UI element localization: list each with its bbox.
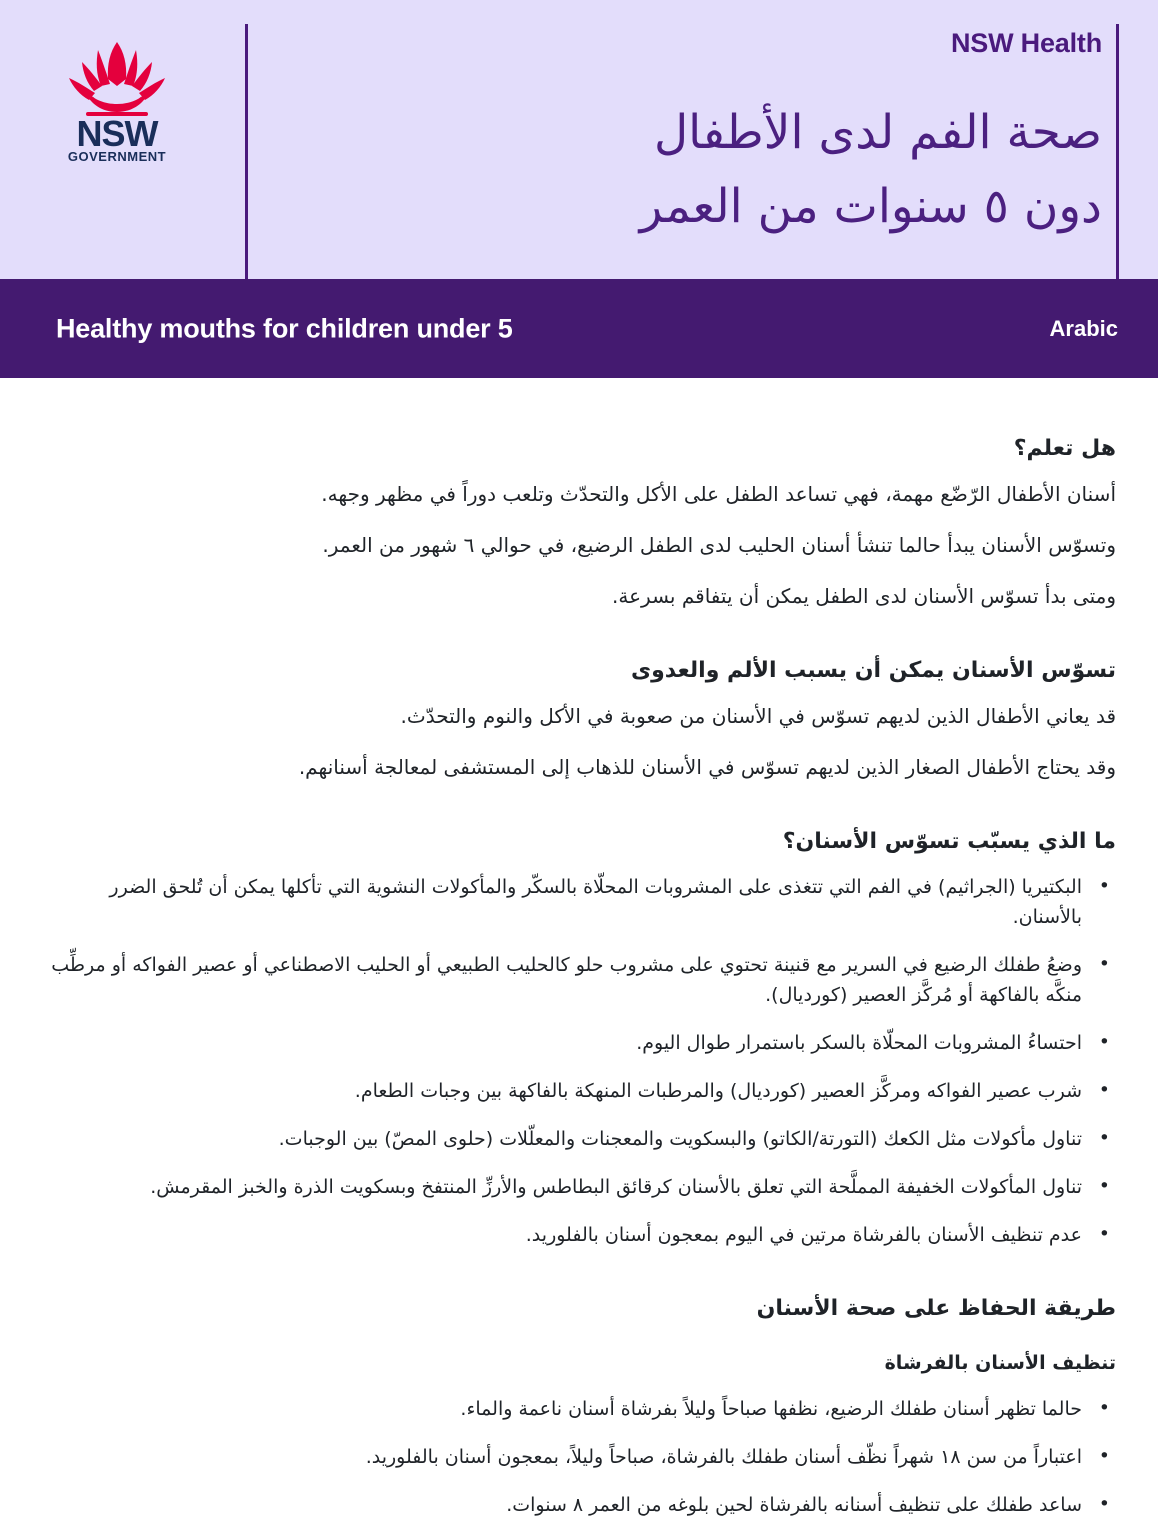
list-item: • البكتيريا (الجراثيم) في الفم التي تتغذى على المشروبات المحلّاة بالسكّر والمأكولات النشوية التي تأكلها يمكن أن تُلحق الضرر بالأسنان.	[42, 872, 1116, 932]
document-body	[0, 378, 1158, 1520]
list-item: • اعتباراً من سن ١٨ شهراً نظّف أسنان طفلك بالفرشاة، صباحاً وليلاً، بمعجون أسنان بالفلوريد.	[42, 1442, 1116, 1472]
section-heading-did-you-know: هل تعلم؟	[1013, 436, 1116, 461]
paragraph: قد يعاني الأطفال الذين لديهم تسوّس في الأسنان من صعوبة في الأكل والنوم والتحدّث.	[400, 704, 1116, 728]
section-heading-what-causes-decay: ما الذي يسبّب تسوّس الأسنان؟	[782, 829, 1116, 854]
list-item: • عدم تنظيف الأسنان بالفرشاة مرتين في اليوم بمعجون أسنان بالفلوريد.	[42, 1220, 1116, 1250]
list-item: • شرب عصير الفواكه ومركَّز العصير (كورديال) والمرطبات المنهكة بالفاكهة بين وجبات الطعام.	[42, 1076, 1116, 1106]
list-item: • تناول مأكولات مثل الكعك (التورتة/الكاتو) والبسكويت والمعجنات والمعلّلات (حلوى المصّ) بين الوجبات.	[42, 1124, 1116, 1154]
list-item: • احتساءُ المشروبات المحلّاة بالسكر باستمرار طوال اليوم.	[42, 1028, 1116, 1058]
language-label: Arabic	[1049, 315, 1118, 341]
page-title-line-2: دون ٥ سنوات من العمر	[639, 179, 1102, 235]
section-heading-how-to-keep-teeth-healthy: طريقة الحفاظ على صحة الأسنان	[756, 1296, 1116, 1322]
brushing-list	[42, 1394, 1116, 1520]
title-band	[0, 279, 1158, 378]
list-item: • تناول المأكولات الخفيفة المملَّحة التي تعلق بالأسنان كرقائق البطاطس والأرزِّ المنتفخ وبسكويت الذرة والخبز المقرمش.	[42, 1172, 1116, 1202]
list-item: • وضعُ طفلك الرضيع في السرير مع قنينة تحتوي على مشروب حلو كالحليب الطبيعي أو الحليب الاصطناعي أو عصير الفواكه أو مرطِّب منكَّه بالفاكهة أو مُركَّز العصير (كورديال).	[42, 950, 1116, 1010]
svg-text:GOVERNMENT: GOVERNMENT	[67, 149, 167, 164]
nsw-health-brand: NSW Health	[950, 28, 1102, 58]
paragraph: ومتى بدأ تسوّس الأسنان لدى الطفل يمكن أن يتفاقم بسرعة.	[612, 584, 1116, 608]
svg-text:NSW: NSW	[76, 113, 158, 154]
page-title-line-1: صحة الفم لدى الأطفال	[654, 105, 1102, 160]
paragraph: أسنان الأطفال الرّضّع مهمة، فهي تساعد الطفل على الأكل والتحدّث وتلعب دوراً في مظهر وجهه.	[321, 482, 1116, 506]
list-item: • ساعد طفلك على تنظيف أسنانه بالفرشاة لحين بلوغه من العمر ٨ سنوات.	[42, 1490, 1116, 1520]
english-title: Healthy mouths for children under 5	[56, 313, 513, 343]
section-heading-pain-infection: تسوّس الأسنان يمكن أن يسبب الألم والعدوى	[630, 658, 1116, 683]
list-item: • حالما تظهر أسنان طفلك الرضيع، نظفها صباحاً وليلاً بفرشاة أسنان ناعمة والماء.	[42, 1394, 1116, 1424]
causes-list	[42, 872, 1116, 1250]
subsection-heading-brushing: تنظيف الأسنان بالفرشاة	[884, 1352, 1116, 1375]
masthead	[0, 0, 1158, 279]
masthead-divider-right	[1116, 24, 1119, 279]
paragraph: وتسوّس الأسنان يبدأ حالما تنشأ أسنان الحليب لدى الطفل الرضيع، في حوالي ٦ شهور من العمر.	[322, 533, 1116, 557]
page-title	[342, 96, 1102, 245]
paragraph: وقد يحتاج الأطفال الصغار الذين لديهم تسوّس في الأسنان للذهاب إلى المستشفى لمعالجة أسنانهم.	[298, 755, 1116, 779]
masthead-divider-left	[245, 24, 248, 279]
nsw-government-logo	[52, 24, 182, 164]
